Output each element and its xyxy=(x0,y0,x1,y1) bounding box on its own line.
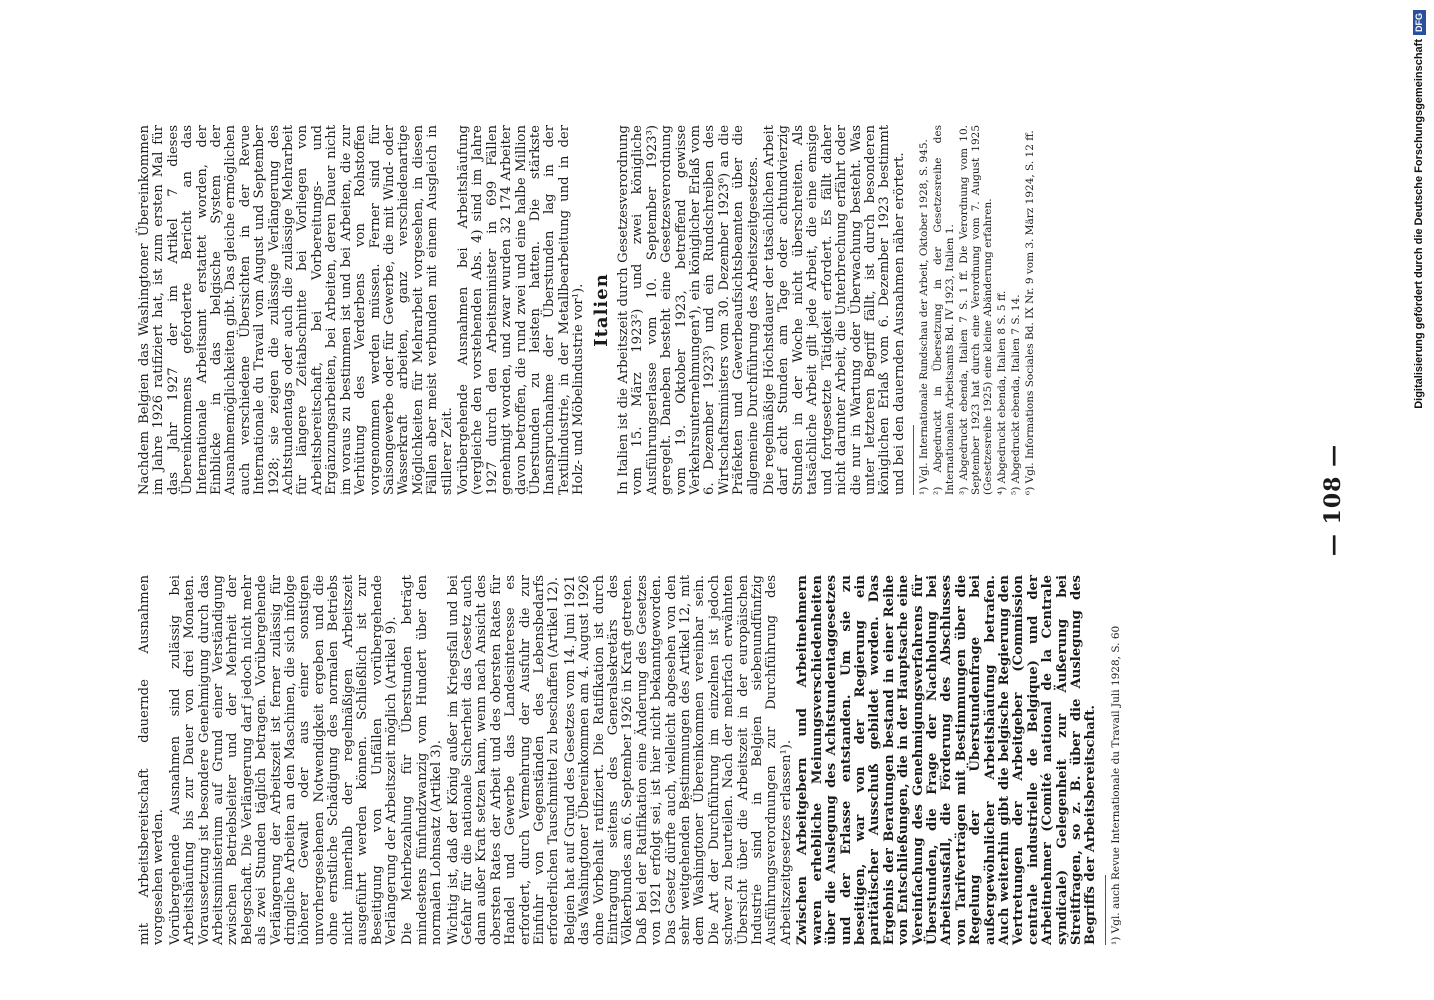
paragraph: Vorübergehende Ausnahmen sind zulässig bei Arbeitshäufung bis zur Dauer von drei Monaten. Voraussetzung ist besondere Genehmigung durch das Arbeitsministerium auf Grund einer Verständigung zwischen Betriebsleiter und der Mehrheit der Belegschaft. Die Verlängerung darf jedoch nicht mehr als zwei Stunden täglich betragen. Vorübergehende Verlängerung der Arbeitszeit ist ferner zulässig für dringliche Arbeiten an den Maschinen, die sich infolge höherer Gewalt oder aus einer sonstigen unvorhergesehenen Notwendigkeit ergeben und die ohne ernstliche Schädigung des normalen Betriebs nicht innerhalb der regelmäßigen Arbeitszeit ausgeführt werden können. Schließlich ist zur Beseitigung von Unfällen vorübergehende Verlängerung der Arbeitszeit möglich (Artikel 9). xyxy=(167,575,399,945)
digitization-credit-text-wrap xyxy=(1409,10,1429,990)
footnote-rule xyxy=(1105,875,1106,945)
credit-text: Digitalisierung gefördert durch die Deutsche Forschungsgemeinschaft xyxy=(1413,39,1425,409)
paragraph: Zwischen Arbeitgebern und Arbeitnehmern waren erhebliche Meinungsverschiedenheiten über die Auslegung des Achtstundentaggesetzes und der Erlasse entstanden. Um sie zu beseitigen, war von der Regierung ein paritätischer Ausschuß gebildet worden. Das Ergebnis der Beratungen bestand in einer Reihe von Entschließungen, die in der Hauptsache eine Vereinfachung des Genehmigungsverfahrens für Überstunden, die Frage der Nachholung bei Arbeitsausfall, die Förderung des Abschlusses von Tarifverträgen mit Bestimmungen über die Regelung der Überstundenfrage bei außergewöhnlicher Arbeitshäufung betrafen. Auch weiterhin gibt die belgische Regierung den Vertretungen der Arbeitgeber (Commission centrale industrielle de Belgique) und der Arbeitnehmer (Comité national de la Centrale syndicale) Gelegenheit zur Äußerung bei Streitfragen, so z. B. über die Auslegung des Begriffs der Arbeitsbereitschaft. xyxy=(795,575,1099,945)
footnote: ³) Abgedruckt ebenda, Italien 7 S. 1 ff. Die Verordnung vom 10. September 1923 hat durch eine Verordnung vom 7. August 1925 (Gesetzesreihe 1925) eine kleine Abänderung erfahren. xyxy=(958,125,995,495)
footnote: ¹) Vgl. Internationale Rundschau der Arbeit, Oktober 1928, S. 945. xyxy=(918,139,931,495)
page-number: — 108 — xyxy=(1320,443,1346,557)
left-column xyxy=(138,575,1124,945)
paragraph: Belgien hat auf Grund des Gesetzes vom 14. Juni 1921 das Washingtoner Übereinkommen am 4. August 1926 ohne Vorbehalt ratifiziert. Die Ratifikation ist durch Eintragung seitens des Generalsekretärs des Völkerbundes am 6. September 1926 in Kraft getreten. Daß bei der Ratifikation eine Änderung des Gesetzes von 1921 erfolgt sei, ist hier nicht bekanntgeworden. Das Gesetz dürfte auch, vielleicht abgesehen von den sehr weitgehenden Bestimmungen des Artikel 12, mit dem Washingtoner Übereinkommen vereinbar sein. Die Art der Durchführung im einzelnen ist jedoch schwer zu beurteilen. Nach der mehrfach erwähnten Übersicht über die Arbeitszeit in der europäischen Industrie sind in Belgien siebenundfünfzig Ausführungsverordnungen zur Durchführung des Arbeitszeitgesetzes erlassen¹). xyxy=(562,575,794,945)
right-column xyxy=(138,125,1038,495)
footnote: ⁴) Abgedruckt ebenda, Italien 8 S. 5 ff. xyxy=(996,290,1009,495)
section-title: Italien xyxy=(590,273,612,347)
paragraph: Nachdem Belgien das Washingtoner Übereinkommen im Jahre 1926 ratifiziert hat, ist zum ersten Mal für das Jahr 1927 der im Artikel 7 dieses Übereinkommens geforderte Bericht an das Internationale Arbeitsamt erstattet worden, der Einblicke in das belgische System der Ausnahmemöglichkeiten gibt. Das gleiche ermöglichen auch verschiedene Übersichten in der Revue Internationale du Travail vom August und September 1928; sie zeigen die zulässige Verlängerung des Achtstundentags oder auch die zulässige Mehrarbeit für längere Zeitabschnitte bei Vorliegen von Arbeitsbereitschaft, bei Vorbereitungs- und Ergänzungsarbeiten, bei Arbeiten, deren Dauer nicht im voraus zu bestimmen ist und bei Arbeiten, die zur Verhütung des Verderbens von Rohstoffen vorgenommen werden müssen. Ferner sind für Saisongewerbe oder für Gewerbe, die mit Wind- oder Wasserkraft arbeiten, ganz verschiedenartige Möglichkeiten für Mehrarbeit vorgesehen, in diesen Fällen aber meist verbunden mit einem Ausgleich in stillerer Zeit. xyxy=(137,125,455,495)
footnote: ²) Abgedruckt in Übersetzung in der Gesetzesreihe des Internationalen Arbeitsamts Bd. IV 1923, Italien 1. xyxy=(932,125,957,495)
dfg-logo: DFG xyxy=(1413,10,1426,35)
paragraph: Die Mehrbezahlung für Überstunden beträgt mindestens fünfundzwanzig vom Hundert über den normalen Lohnsatz (Artikel 3). xyxy=(400,575,445,945)
digitization-credit xyxy=(1409,10,1429,990)
footnote: ⁶) Vgl. Informations Sociales Bd. IX Nr. 9 vom 3. März 1924, S. 12 ff. xyxy=(1024,130,1037,495)
footnote: ¹) Vgl. auch Revue Internationale du Travail Juli 1928, S. 60 xyxy=(1109,625,1122,945)
paragraph: Die regelmäßige Höchstdauer der tatsächlichen Arbeit darf acht Stunden am Tage oder achtundvierzig Stunden in der Woche nicht überschreiten. Als tatsächliche Arbeit gilt jede Arbeit, die eine emsige und fortgesetzte Tätigkeit erfordert. Es fällt daher nicht darunter Arbeit, die Unterbrechung erfährt oder die nur in Wartung oder Überwachung besteht. Was unter letzteren Begriff fällt, ist durch besonderen königlichen Erlaß vom 6. Dezember 1923 bestimmt und bei den dauernden Ausnahmen näher erörtert. xyxy=(762,125,907,495)
footnote: ⁵) Abgedruckt ebenda, Italien 7 S. 14. xyxy=(1010,294,1023,495)
paragraph: Wichtig ist, daß der König außer im Kriegsfall und bei Gefahr für die nationale Sicherheit das Gesetz auch dann außer Kraft setzen kann, wenn nach Ansicht des obersten Rates der Arbeit und des obersten Rates für Handel und Gewerbe das Landesinteresse es erfordert, durch Vermehrung der Ausfuhr die zur Einfuhr von Gegenständen des Lebensbedarfs erforderlichen Tauschmittel zu beschaffen (Artikel 12). xyxy=(445,575,562,945)
paragraph: In Italien ist die Arbeitszeit durch Gesetzesverordnung vom 15. März 1923²) und zwei königliche Ausführungserlasse vom 10. September 1923³) geregelt. Daneben besteht eine Gesetzesverordnung vom 19. Oktober 1923, betreffend gewisse Verkehrsunternehmungen⁴), ein königlicher Erlaß vom 6. Dezember 1923⁵) und ein Rundschreiben des Wirtschaftsministers vom 30. Dezember 1923⁶) an die Präfekten und Gewerbeaufsichtsbeamten über die allgemeine Durchführung des Arbeitszeitgesetzes. xyxy=(616,125,761,495)
paragraph: mit Arbeitsbereitschaft dauernde Ausnahmen vorgesehen werden. xyxy=(137,575,167,945)
footnote-rule xyxy=(913,425,914,495)
paragraph: Vorübergehende Ausnahmen bei Arbeitshäufung (vergleiche den vorstehenden Abs. 4) sind im Jahre 1927 durch den Arbeitsminister in 699 Fällen genehmigt worden, und zwar wurden 32 174 Arbeiter davon betroffen, die rund zwei und eine halbe Million Überstunden zu leisten hatten. Die stärkste Inanspruchnahme der Überstunden lag in der Textilindustrie, in der Metallbearbeitung und in der Holz- und Möbelindustrie vor¹). xyxy=(455,125,587,495)
